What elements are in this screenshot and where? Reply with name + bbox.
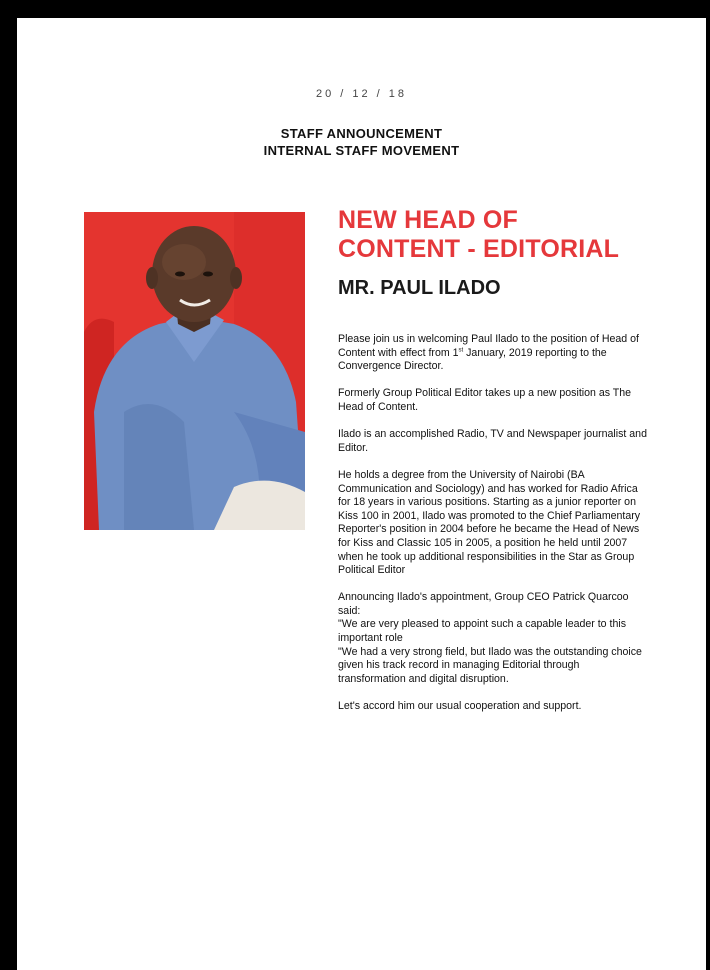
paragraph-background: He holds a degree from the University of Nairobi (BA Communication and Sociology) and has worked for Radio Africa for 18 years in various positions. Starting as a junior reporter on Kiss 100 in 2001, Ilado was promoted to the Chief Parliamentary Reporter's position in 2004 before he became the Head of News for Kiss and Classic 105 in 2005, a position he held until 2007 when he took up additional responsibilities in the Star as Group Political Editor bbox=[338, 468, 641, 577]
quote-line-1: "We are very pleased to appoint such a capable leader to this important role bbox=[338, 618, 627, 645]
quote-intro: Announcing Ilado's appointment, Group CEO Patrick Quarcoo said: bbox=[338, 591, 629, 617]
ordinal-suffix: st bbox=[458, 347, 464, 354]
role-title bbox=[338, 206, 698, 264]
paragraph-welcome: Please join us in welcoming Paul Ilado to the position of Head of Content with effect from 1st January, 2019 reporting to the Convergence Director. bbox=[338, 333, 639, 373]
announcement-body bbox=[338, 333, 648, 727]
paragraph-experience: Ilado is an accomplished Radio, TV and Newspaper journalist and Editor. bbox=[338, 428, 647, 454]
role-title-line-1: NEW HEAD OF bbox=[338, 206, 518, 234]
paragraph-ceo-quote bbox=[338, 591, 648, 686]
person-name: MR. PAUL ILADO bbox=[338, 277, 501, 299]
quote-line-2: "We had a very strong field, but Ilado was the outstanding choice given his track record in managing Editorial through transformation and digital disruption. bbox=[338, 645, 642, 685]
heading-line-2: INTERNAL STAFF MOVEMENT bbox=[263, 143, 460, 158]
announcement-page bbox=[17, 18, 706, 970]
announcement-heading bbox=[17, 125, 706, 159]
heading-line-1: STAFF ANNOUNCEMENT bbox=[280, 126, 443, 141]
paragraph-closing: Let's accord him our usual cooperation and support. bbox=[338, 700, 582, 713]
portrait-photo bbox=[84, 212, 305, 530]
role-title-line-2: CONTENT - EDITORIAL bbox=[338, 235, 620, 263]
paragraph-former-role: Formerly Group Political Editor takes up a new position as The Head of Content. bbox=[338, 387, 632, 413]
announcement-date: 20 / 12 / 18 bbox=[315, 88, 408, 100]
